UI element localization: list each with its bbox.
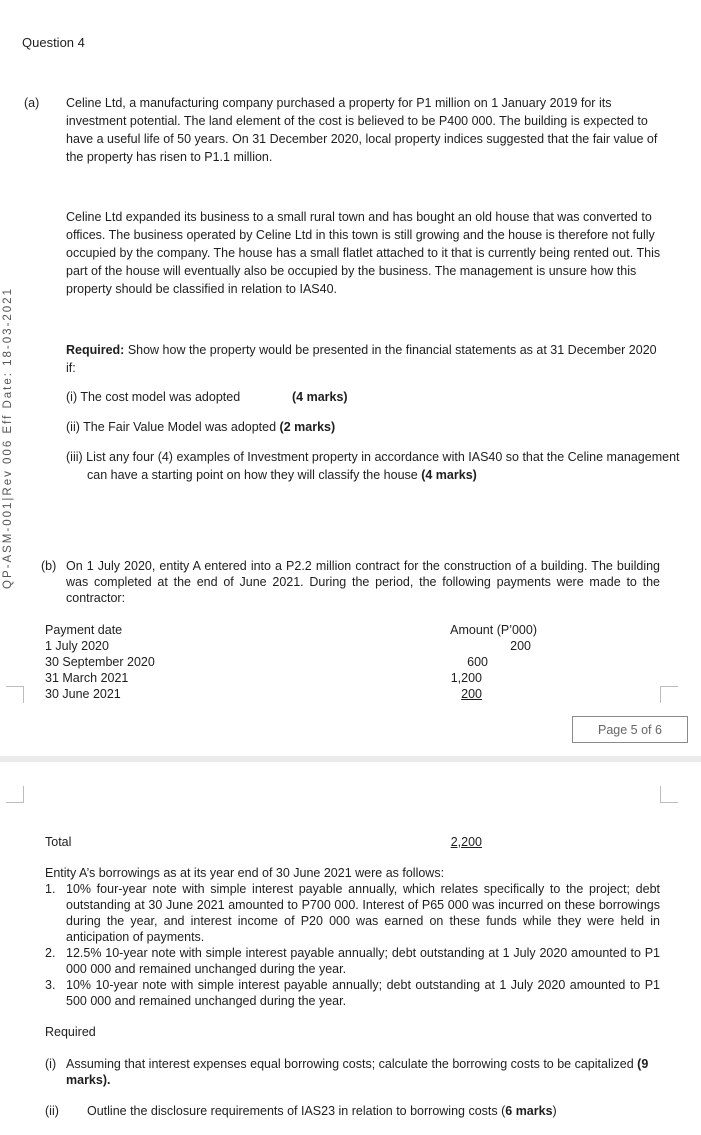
row-amount: 200 [510, 639, 531, 653]
borrowing-item-1 [45, 881, 660, 945]
row-date: 30 September 2020 [45, 655, 155, 669]
list-text: 10% 10-year note with simple interest payable annually; debt outstanding at 1 July 2020 amounted to P1 500 000 and remained unchanged during the year. [66, 978, 660, 1008]
part-a-item-2 [66, 418, 661, 436]
requirement-marks: (9 marks). [66, 1057, 649, 1087]
requirement-close: ) [552, 1104, 557, 1118]
table-total-row [45, 834, 482, 850]
part-a-required [66, 341, 661, 377]
list-text: 12.5% 10-year note with simple interest payable annually; debt outstanding at 1 July 2020 amounted to P1 000 000 and remained unchanged during the year. [66, 946, 660, 976]
borrowings-intro: Entity A’s borrowings as at its year end of 30 June 2021 were as follows: [45, 866, 445, 880]
part-a-label: (a) [24, 96, 40, 110]
item-2-marks: (2 marks) [279, 420, 336, 434]
borrowing-item-3 [45, 977, 660, 1009]
crop-mark [6, 686, 24, 703]
list-number: (ii) [45, 1104, 59, 1118]
total-label: Total [45, 835, 72, 849]
crop-mark [660, 686, 678, 703]
part-b-required-label: Required [45, 1025, 96, 1039]
required-text: Show how the property would be presented in the financial statements as at 31 December 2020 if: [66, 343, 657, 375]
table-row [45, 638, 531, 654]
borrowing-item-2 [45, 945, 660, 977]
header-amount: Amount (P’000) [450, 623, 537, 637]
part-b-requirement-2 [45, 1103, 660, 1119]
row-amount: 1,200 [450, 671, 482, 685]
document-control-stamp: QP-ASM-001|Rev 006 Eff Date: 18-03-2021 [2, 287, 14, 589]
row-date: 1 July 2020 [45, 639, 109, 653]
requirement-text: Outline the disclosure requirements of IAS23 in relation to borrowing costs ( [87, 1104, 506, 1118]
part-a-item-3 [66, 448, 682, 484]
row-date: 30 June 2021 [45, 687, 121, 701]
table-row [45, 670, 482, 686]
item-3-marks: (4 marks) [421, 468, 477, 482]
part-b-intro: On 1 July 2020, entity A entered into a P2.2 million contract for the construction of a building. The building was completed at the end of June 2021. During the period, the following payments were made to the contractor: [66, 559, 660, 605]
list-text: 10% four-year note with simple interest payable annually, which relates specifically to the project; debt outstanding at 30 June 2021 amounted to P700 000. Interest of P65 000 was incurred on these borrowings during the year, and interest income of P20 000 was earned on these funds while they were held in anticipation of payments. [66, 882, 660, 944]
question-title: Question 4 [22, 35, 85, 50]
item-3-text: (iii) List any four (4) examples of Investment property in accordance with IAS40 so that the Celine management can have a starting point on how they will classify the house [66, 450, 680, 482]
header-payment-date: Payment date [45, 623, 123, 637]
part-b-label: (b) [41, 559, 57, 573]
list-number: 1. [45, 882, 56, 896]
part-a-paragraph-2: Celine Ltd expanded its business to a small rural town and has bought an old house that was converted to offices. The business operated by Celine Ltd in this town is still growing and the house is therefore not fully occupied by the company. The house has a small flatlet attached to it that is currently being rented out. This part of the house will eventually also be occupied by the business. The management is unsure how this property should be classified in relation to IAS40. [66, 210, 661, 296]
page-divider [0, 756, 701, 762]
total-value: 2,200 [450, 835, 482, 849]
payment-table-header [45, 622, 537, 638]
requirement-text: Assuming that interest expenses equal borrowing costs; calculate the borrowing costs to be capitalized [66, 1057, 638, 1071]
page-indicator: Page 5 of 6 [572, 716, 688, 743]
required-label: Required: [66, 343, 125, 357]
row-date: 31 March 2021 [45, 671, 129, 685]
part-b-requirement-1 [45, 1056, 660, 1088]
part-a-item-1 [66, 388, 661, 406]
list-number: 2. [45, 946, 56, 960]
table-row [45, 654, 488, 670]
item-1-text: (i) The cost model was adopted [66, 390, 241, 404]
table-row [45, 686, 482, 702]
crop-mark [660, 786, 678, 803]
row-amount: 600 [467, 655, 488, 669]
list-number: 3. [45, 978, 56, 992]
crop-mark [6, 786, 24, 803]
requirement-marks: 6 marks [505, 1104, 553, 1118]
part-a-paragraph-1: Celine Ltd, a manufacturing company purchased a property for P1 million on 1 January 2019 for its investment potential. The land element of the cost is believed to be P400 000. The building is expected to have a useful life of 50 years. On 31 December 2020, local property indices suggested that the fair value of the property has risen to P1.1 million. [66, 96, 658, 164]
item-1-marks: (4 marks) [292, 390, 348, 404]
list-number: (i) [45, 1057, 57, 1071]
item-2-text: (ii) The Fair Value Model was adopted [66, 420, 280, 434]
row-amount: 200 [461, 687, 482, 701]
